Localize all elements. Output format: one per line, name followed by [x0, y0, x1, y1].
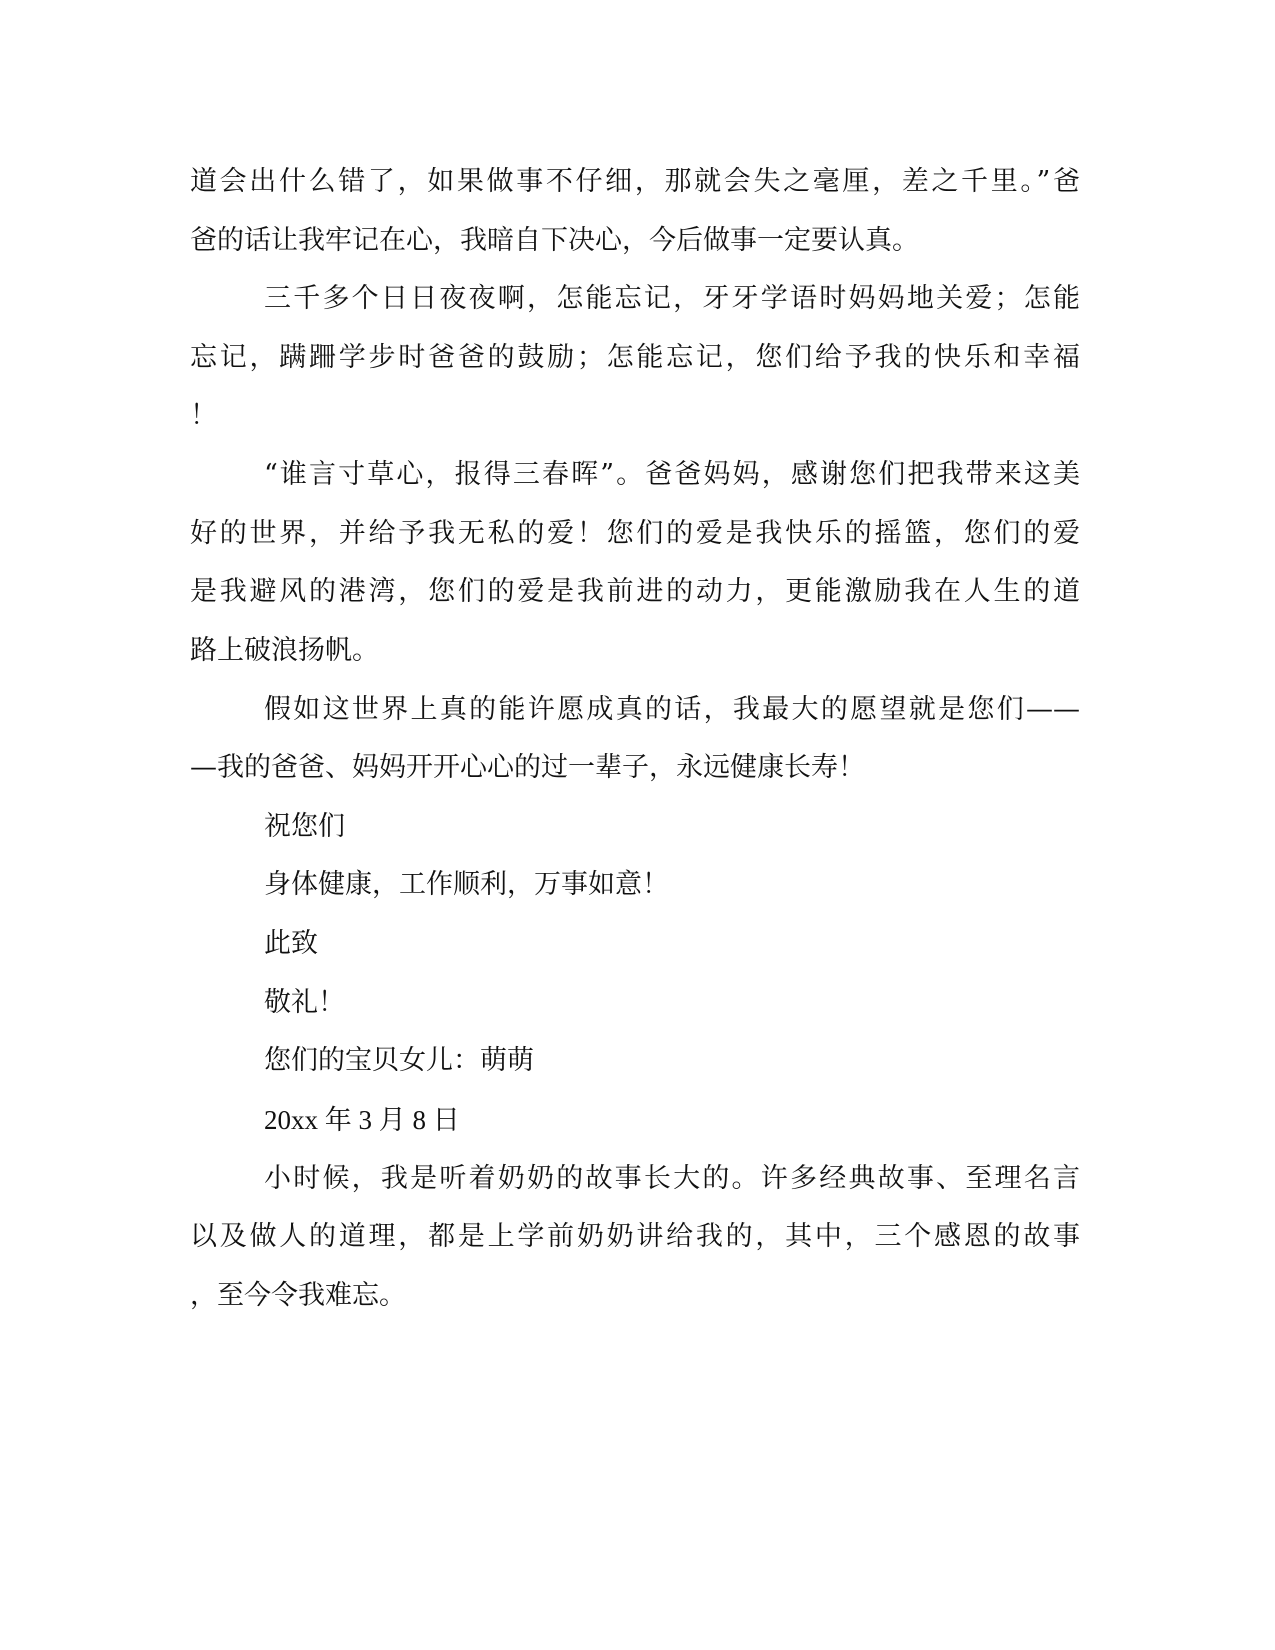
closing-wish: 祝您们	[264, 811, 345, 842]
text-line: 是我避风的港湾，您们的爱是我前进的动力，更能激励我在人生的道	[190, 576, 1080, 607]
signature: 您们的宝贝女儿：萌萌	[264, 1045, 534, 1076]
text-line: 道会出什么错了，如果做事不仔细，那就会失之毫厘，差之千里。”爸	[190, 166, 1080, 197]
closing-salutation-body: 敬礼！	[264, 987, 345, 1018]
paragraph-first-line: “谁言寸草心，报得三春晖”。爸爸妈妈，感谢您们把我带来这美	[264, 459, 1080, 490]
text-line: ，至今令我难忘。	[190, 1280, 406, 1311]
text-line: 好的世界，并给予我无私的爱！您们的爱是我快乐的摇篮，您们的爱	[190, 518, 1080, 549]
paragraph-first-line: 小时候，我是听着奶奶的故事长大的。许多经典故事、至理名言	[264, 1163, 1080, 1194]
text-line: 忘记，蹒跚学步时爸爸的鼓励；怎能忘记，您们给予我的快乐和幸福	[190, 342, 1080, 373]
letter-date: 20xx 年 3 月 8 日	[264, 1105, 460, 1135]
paragraph-first-line: 假如这世界上真的能许愿成真的话，我最大的愿望就是您们——	[264, 694, 1080, 725]
paragraph-first-line: 三千多个日日夜夜啊，怎能忘记，牙牙学语时妈妈地关爱；怎能	[264, 283, 1080, 314]
closing-wish-body: 身体健康，工作顺利，万事如意！	[264, 869, 669, 900]
text-line: 以及做人的道理，都是上学前奶奶讲给我的，其中，三个感恩的故事	[190, 1221, 1080, 1252]
text-line: —我的爸爸、妈妈开开心心的过一辈子，永远健康长寿！	[190, 752, 865, 783]
text-line: 爸的话让我牢记在心，我暗自下决心，今后做事一定要认真。	[190, 225, 919, 256]
text-line: ！	[190, 400, 217, 431]
closing-salutation: 此致	[264, 928, 318, 959]
text-line: 路上破浪扬帆。	[190, 635, 379, 666]
